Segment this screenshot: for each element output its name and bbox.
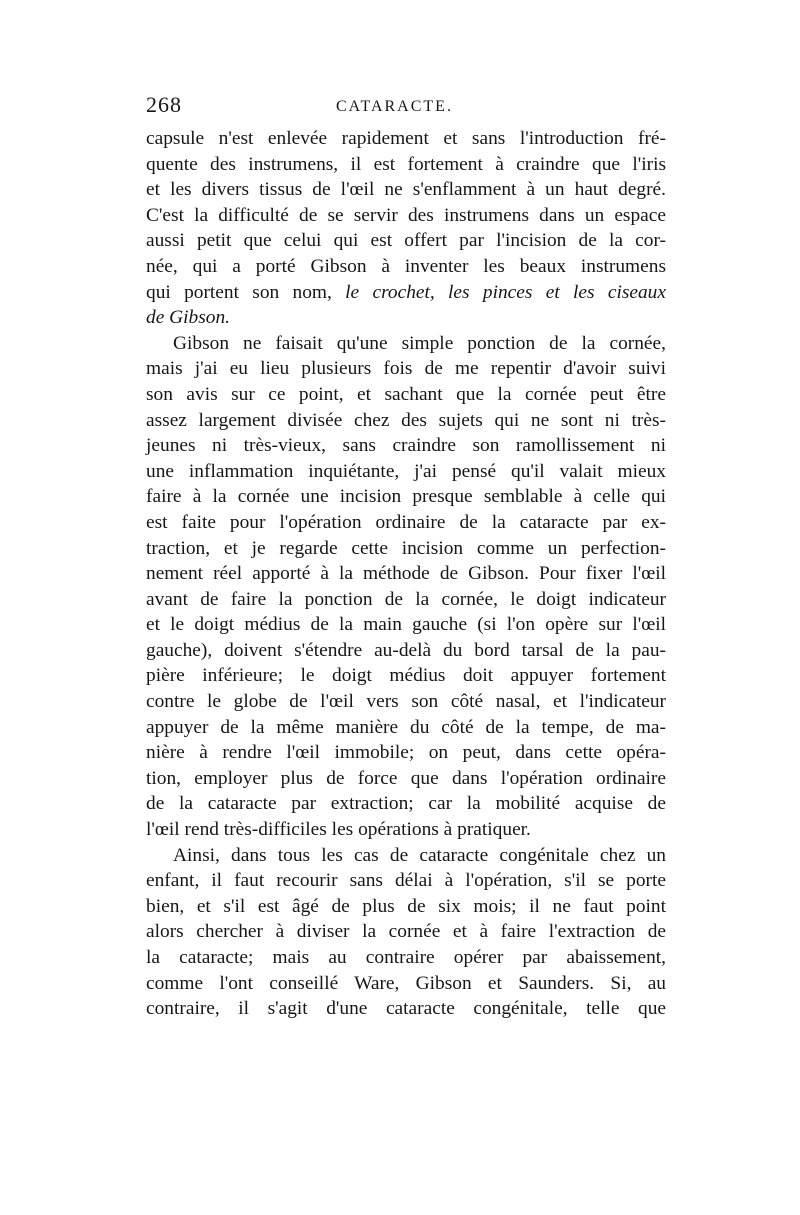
paragraph xyxy=(146,331,666,843)
text-line: l'œil rend très-difficiles les opérations à pratiquer. xyxy=(146,819,531,841)
text-line: une inflammation inquiétante, j'ai pensé qu'il valait mieux xyxy=(146,460,666,482)
text-line: de la cataracte par extraction; car la mobilité acquise de xyxy=(146,793,666,815)
text-line: contre le globe de l'œil vers son côté nasal, et l'indicateur xyxy=(146,691,666,713)
text-line: traction, et je regarde cette incision comme un perfection- xyxy=(146,537,666,559)
italic-text-line: de Gibson. xyxy=(146,307,231,329)
text-line: pière inférieure; le doigt médius doit appuyer fortement xyxy=(146,665,666,687)
text-line-mixed xyxy=(146,280,666,306)
text-line: Ainsi, dans tous les cas de cataracte congénitale chez un xyxy=(173,844,666,866)
text-line: faire à la cornée une incision presque semblable à celle qui xyxy=(146,486,666,508)
text-line: la cataracte; mais au contraire opérer par abaissement, xyxy=(146,947,666,968)
text-line: et le doigt médius de la main gauche (si l'on opère sur l'œil xyxy=(146,614,666,636)
text-line: alors chercher à diviser la cornée et à faire l'extraction de xyxy=(146,921,666,943)
text-line: comme l'ont conseillé Ware, Gibson et Saunders. Si, au xyxy=(146,972,666,994)
page-number: 268 xyxy=(146,92,182,117)
text-segment: qui portent son nom, xyxy=(146,281,332,303)
text-line: est faite pour l'opération ordinaire de la cataracte par ex- xyxy=(146,511,666,533)
page-body xyxy=(146,126,666,1022)
text-line: et les divers tissus de l'œil ne s'enflamment à un haut degré. xyxy=(146,179,666,201)
text-line: tion, employer plus de force que dans l'opération ordinaire xyxy=(146,767,666,789)
text-line: aussi petit que celui qui est offert par l'incision de la cor- xyxy=(146,230,666,252)
text-line: née, qui a porté Gibson à inventer les beaux instrumens xyxy=(146,255,666,277)
text-line: bien, et s'il est âgé de plus de six mois; il ne faut point xyxy=(146,895,666,917)
text-line: nement réel apporté à la méthode de Gibson. Pour fixer l'œil xyxy=(146,563,666,585)
text-line: gauche), doivent s'étendre au-delà du bord tarsal de la pau- xyxy=(146,639,666,661)
paragraph xyxy=(146,843,666,1022)
text-line: son avis sur ce point, et sachant que la cornée peut être xyxy=(146,383,666,405)
page-header xyxy=(146,92,666,122)
text-line: nière à rendre l'œil immobile; on peut, dans cette opéra- xyxy=(146,742,666,764)
text-line: enfant, il faut recourir sans délai à l'opération, s'il se porte xyxy=(146,870,666,892)
text-line: capsule n'est enlevée rapidement et sans l'introduction fré- xyxy=(146,128,666,149)
text-line: assez largement divisée chez des sujets qui ne sont ni très- xyxy=(146,409,666,431)
italic-text-segment: le crochet, les pinces et les ciseaux xyxy=(345,281,666,303)
text-line: avant de faire la ponction de la cornée, le doigt indicateur xyxy=(146,588,666,610)
text-line: appuyer de la même manière du côté de la tempe, de ma- xyxy=(146,716,666,738)
paragraph xyxy=(146,126,666,331)
text-line: contraire, il s'agit d'une cataracte congénitale, telle que xyxy=(146,998,666,1020)
text-line: Gibson ne faisait qu'une simple ponction de la cornée, xyxy=(173,332,666,354)
text-line: mais j'ai eu lieu plusieurs fois de me repentir d'avoir suivi xyxy=(146,358,666,380)
text-line: quente des instrumens, il est fortement à craindre que l'iris xyxy=(146,153,666,175)
text-line: jeunes ni très-vieux, sans craindre son ramollissement ni xyxy=(146,435,666,457)
running-head: CATARACTE. xyxy=(336,98,453,115)
text-line: C'est la difficulté de se servir des instrumens dans un espace xyxy=(146,204,666,226)
